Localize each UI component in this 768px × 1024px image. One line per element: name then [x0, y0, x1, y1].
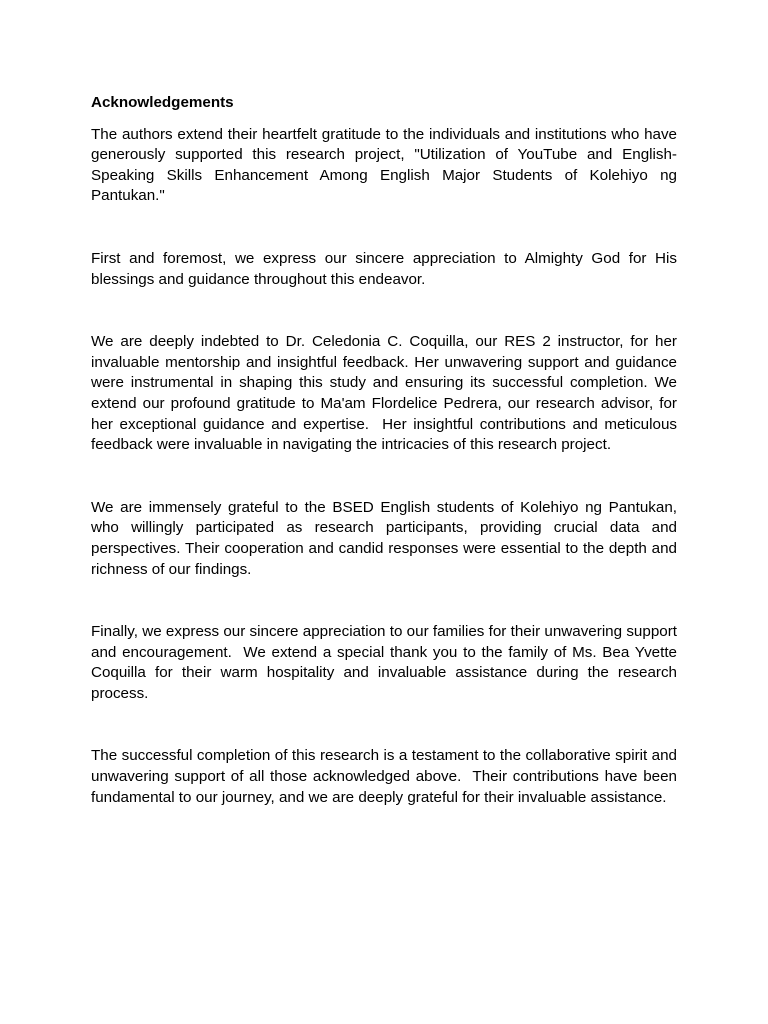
document-page: [91, 93, 682, 808]
paragraph-mentors: We are deeply indebted to Dr. Celedonia C. Coquilla, our RES 2 instructor, for her invaluable mentorship and insightful feedback. Her unwavering support and guidance were instrumental in shaping this study and ensuring its successful completion. We extend our profound gratitude to Ma'am Flordelice Pedrera, our research advisor, for her exceptional guidance and expertise. Her insightful contributions and meticulous feedback were invaluable in navigating the intricacies of this research project.: [91, 333, 682, 454]
paragraph-spacer: [91, 456, 677, 498]
paragraph-closing: The successful completion of this research is a testament to the collaborative spirit and unwavering support of all those acknowledged above. Their contributions have been fundamental to our journey, and we are deeply grateful for their invaluable assistance.: [91, 747, 682, 806]
paragraph-families: Finally, we express our sincere appreciation to our families for their unwavering support and encouragement. We extend a special thank you to the family of Ms. Bea Yvette Coquilla for their warm hospitality and invaluable assistance during the research process.: [91, 623, 682, 702]
paragraph-god: First and foremost, we express our sincere appreciation to Almighty God for His blessings and guidance throughout this endeavor.: [91, 249, 682, 288]
paragraph-participants: We are immensely grateful to the BSED English students of Kolehiyo ng Pantukan, who willingly participated as research participants, providing crucial data and perspectives. Their cooperation and candid responses were essential to the depth and richness of our findings.: [91, 498, 682, 578]
paragraph-spacer: [91, 580, 677, 622]
page-title: Acknowledgements: [91, 94, 234, 111]
paragraph-spacer: [91, 704, 677, 746]
paragraph-spacer: [91, 290, 677, 332]
paragraph-intro: The authors extend their heartfelt gratitude to the individuals and institutions who have generously supported this research project, "Utilization of YouTube and English-Speaking Skills Enhancement Among English Major Students of Kolehiyo ng Pantukan.": [91, 125, 682, 205]
paragraph-spacer: [91, 207, 677, 249]
